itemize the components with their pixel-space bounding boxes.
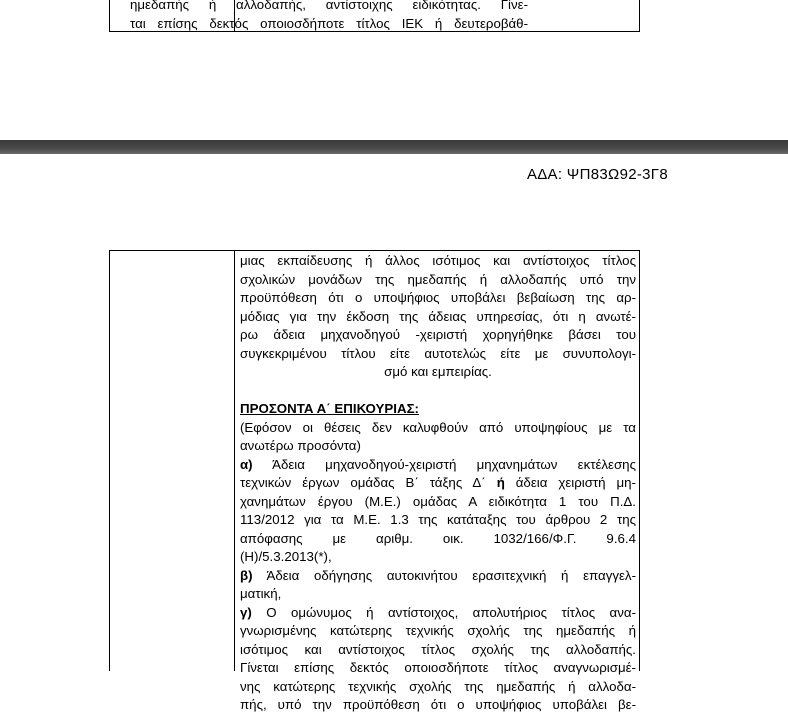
text-line: ημεδαπής ή αλλοδαπής, αντίστοιχης ειδικότητας. Γίνε- <box>130 0 528 12</box>
item-marker: α) <box>240 456 253 472</box>
note-line: ανωτέρω προσόντα) <box>240 438 361 453</box>
table-column-divider <box>234 251 235 671</box>
page-separator <box>0 140 788 154</box>
qualifications-table <box>109 250 640 712</box>
item-c-line: Γίνεται επίσης δεκτός οποιοσδήποτε τίτλος αναγνωρισμέ- <box>240 660 636 675</box>
item-marker: γ) <box>240 604 252 620</box>
item-c-line: πής, υπό την προϋπόθεση ότι ο υποψήφιος υποβάλει βε- <box>240 697 636 712</box>
item-b-line: ματική, <box>240 586 282 601</box>
item-a-line: απόφασης με αριθμ. οικ. 1032/166/Φ.Γ. 9.6.4 <box>240 530 636 546</box>
note-line: (Εφόσον οι θέσεις δεν καλυφθούν από υποψηφίους με τα <box>240 419 636 435</box>
item-a-line: χανημάτων έργου (Μ.Ε.) ομάδας Α ειδικότητα 1 του Π.Δ. <box>240 493 636 509</box>
item-b-line: β) Άδεια οδήγησης αυτοκινήτου ερασιτεχνική ή επαγγελ- <box>240 567 636 583</box>
text-line: συγκεκριμένου τίτλου είτε αυτοτελώς είτε με συνυπολογι- <box>240 345 636 361</box>
text-line: ται επίσης δεκτός οποιοσδήποτε τίτλος ΙΕΚ ή δευτεροβάθ- <box>130 15 528 31</box>
item-a-line: α) Άδεια μηχανοδηγού-χειριστή μηχανημάτων εκτέλεσης <box>240 456 636 472</box>
item-marker: β) <box>240 567 253 583</box>
item-c-line: ισότιμος και αντίστοιχος τίτλος σχολής της αλλοδαπής. <box>240 641 636 657</box>
item-c-line: νης κατώτερης τεχνικής σχολής της ημεδαπής ή αλλοδα- <box>240 678 636 694</box>
section-heading: ΠΡΟΣΟΝΤΑ Α΄ ΕΠΙΚΟΥΡΙΑΣ: <box>240 401 419 416</box>
item-a-line: 113/2012 για τα Μ.Ε. 1.3 της κατάταξης του άρθρου 2 της <box>240 512 636 527</box>
qualifications-cell <box>240 252 636 715</box>
item-a-line: (Η)/5.3.2013(*), <box>240 549 332 564</box>
item-c-line: γ) Ο ομώνυμος ή αντίστοιχος, απολυτήριος τίτλος ανα- <box>240 604 636 620</box>
previous-page-fragment <box>0 0 788 140</box>
text-line: ρω άδεια μηχανοδηγού -χειριστή χορηγήθηκε βάσει του <box>240 327 636 342</box>
item-c-line: γνωρισμένης κατώτερης τεχνικής σχολής της ημεδαπής ή <box>240 623 636 638</box>
ada-code: ΑΔΑ: ΨΠ83Ω92-3Γ8 <box>526 166 668 183</box>
text-line: σχολικών μονάδων της ημεδαπής ή αλλοδαπής υπό την <box>240 271 636 287</box>
text-line: σμό και εμπειρίας. <box>384 364 492 379</box>
previous-page-text <box>130 0 528 33</box>
text-line: μιας εκπαίδευσης ή άλλος ισότιμος και αντίστοιχος τίτλος <box>240 253 636 268</box>
text-line: μόδιας για την έκδοση της άδειας υπηρεσίας, ότι η ανωτέ- <box>240 308 636 324</box>
item-a-line: τεχνικών έργων ομάδας Β΄ τάξης Δ΄ ή άδεια χειριστή μη- <box>240 475 636 490</box>
text-line: προϋπόθεση ότι ο υποψήφιος υποβάλει βεβαίωση της αρ- <box>240 290 636 305</box>
